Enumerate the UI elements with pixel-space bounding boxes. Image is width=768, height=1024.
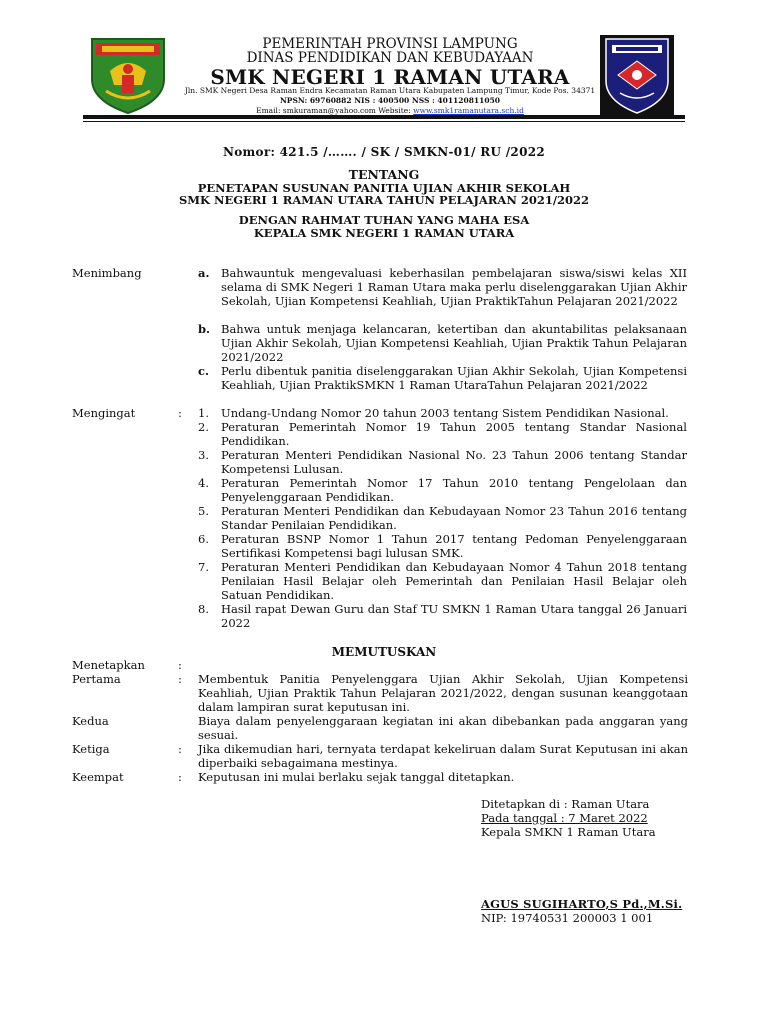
document-preamble-line2: KEPALA SMK NEGERI 1 RAMAN UTARA: [253, 226, 515, 240]
header-department: DINAS PENDIDIKAN DAN KEBUDAYAAN: [246, 50, 534, 66]
memutuskan-heading: MEMUTUSKAN: [331, 645, 437, 659]
keempat-colon: :: [178, 770, 182, 784]
document-heading: TENTANG: [348, 167, 420, 182]
menimbang-label: Menimbang: [72, 266, 142, 280]
menimbang-item-c: Perlu dibentuk panitia diselenggarakan Ujian Akhir Sekolah, Ujian Kompetensi Keahliah, Ujian PraktikSMKN 1 Raman UtaraTahun Pelajaran 2021/2022: [221, 364, 687, 393]
document-number: Nomor: 421.5 /……. / SK / SMKN-01/ RU /2022: [222, 145, 546, 159]
signature-date: Pada tanggal : 7 Maret 2022: [481, 811, 648, 825]
menimbang-mark-a: a.: [198, 266, 210, 280]
mengingat-num-5: 5.: [198, 504, 209, 518]
ketiga-text: Jika dikemudian hari, ternyata terdapat kekeliruan dalam Surat Keputusan ini akan diperbaiki sebagaimana mestinya.: [198, 742, 688, 771]
mengingat-num-6: 6.: [198, 532, 209, 546]
mengingat-num-4: 4.: [198, 476, 209, 490]
website-link[interactable]: www.smk1ramanutara.sch.id: [413, 106, 524, 115]
document-preamble-line1: DENGAN RAHMAT TUHAN YANG MAHA ESA: [238, 213, 530, 227]
mengingat-item-1: Undang-Undang Nomor 20 tahun 2003 tentang Sistem Pendidikan Nasional.: [221, 406, 669, 420]
menimbang-item-b: Bahwa untuk menjaga kelancaran, ketertiban dan akuntabilitas pelaksanaan Ujian Akhir Sekolah, Ujian Kompetensi Keahliah, Ujian Praktik Tahun Pelajaran 2021/2022: [221, 322, 687, 365]
mengingat-label: Mengingat: [72, 406, 136, 420]
mengingat-item-8: Hasil rapat Dewan Guru dan Staf TU SMKN 1 Raman Utara tanggal 26 Januari 2022: [221, 602, 687, 631]
header-address: Jln. SMK Negeri Desa Raman Endra Kecamatan Raman Utara Kabupaten Lampung Timur, Kode Pos. 34371: [184, 86, 596, 95]
ketiga-label: Ketiga: [72, 742, 110, 756]
pertama-text: Membentuk Panitia Penyelenggara Ujian Akhir Sekolah, Ujian Kompetensi Keahliah, Ujian Praktik Tahun Pelajaran 2021/2022, dengan susunan keanggotaan dalam lampiran surat keputusan ini.: [198, 672, 688, 715]
lampung-province-logo: [88, 35, 168, 115]
signatory-nip: NIP: 19740531 200003 1 001: [481, 911, 654, 925]
kedua-text: Biaya dalam penyelenggaraan kegiatan ini akan dibebankan pada anggaran yang sesuai.: [198, 714, 688, 743]
mengingat-num-7: 7.: [198, 560, 209, 574]
keempat-label: Keempat: [72, 770, 124, 784]
keempat-text: Keputusan ini mulai berlaku sejak tanggal ditetapkan.: [198, 770, 515, 784]
header-government: PEMERINTAH PROVINSI LAMPUNG: [262, 36, 518, 52]
mengingat-num-2: 2.: [198, 420, 209, 434]
mengingat-num-3: 3.: [198, 448, 209, 462]
mengingat-num-1: 1.: [198, 406, 209, 420]
mengingat-item-2: Peraturan Pemerintah Nomor 19 Tahun 2005 tentang Standar Nasional Pendidikan.: [221, 420, 687, 449]
pertama-label: Pertama: [72, 672, 121, 686]
kedua-label: Kedua: [72, 714, 109, 728]
document-title-line1: PENETAPAN SUSUNAN PANITIA UJIAN AKHIR SEKOLAH: [197, 181, 571, 195]
menimbang-item-a: Bahwauntuk mengevaluasi keberhasilan pembelajaran siswa/siswi kelas XII selama di SMK Negeri 1 Raman Utara maka perlu diselenggarakan Ujian Akhir Sekolah, Ujian Kompetensi Keahliah, Ujian PraktikTahun Pelajaran 2021/2022: [221, 266, 687, 309]
menimbang-mark-b: b.: [198, 322, 211, 336]
menimbang-mark-c: c.: [198, 364, 210, 378]
header-ids: NPSN: 69760882 NIS : 400500 NSS : 401120811050: [279, 96, 501, 105]
mengingat-num-8: 8.: [198, 602, 209, 616]
signature-position: Kepala SMKN 1 Raman Utara: [481, 825, 656, 839]
pertama-colon: :: [178, 672, 182, 686]
mengingat-item-5: Peraturan Menteri Pendidikan dan Kebudayaan Nomor 23 Tahun 2016 tentang Standar Penilaian Pendidikan.: [221, 504, 687, 533]
menetapkan-label: Menetapkan: [72, 658, 145, 672]
mengingat-item-7: Peraturan Menteri Pendidikan dan Kebudayaan Nomor 4 Tahun 2018 tentang Penilaian Hasil Belajar oleh Pemerintah dan Penilaian Hasil Belajar oleh Satuan Pendidikan.: [221, 560, 687, 603]
header-school-name: SMK NEGERI 1 RAMAN UTARA: [210, 65, 570, 89]
header-divider-thick: [83, 115, 685, 119]
mengingat-item-3: Peraturan Menteri Pendidikan Nasional No. 23 Tahun 2006 tentang Standar Kompetensi Lulusan.: [221, 448, 687, 477]
menetapkan-colon: :: [178, 658, 182, 672]
mengingat-colon: :: [178, 406, 182, 420]
ketiga-colon: :: [178, 742, 182, 756]
document-title-line2: SMK NEGERI 1 RAMAN UTARA TAHUN PELAJARAN 2021/2022: [178, 193, 590, 207]
header-email: Email: smkuraman@yahoo.com Website:: [256, 106, 414, 115]
mengingat-item-4: Peraturan Pemerintah Nomor 17 Tahun 2010 tentang Pengelolaan dan Penyelenggaraan Pendidikan.: [221, 476, 687, 505]
header-contact: [160, 106, 620, 115]
mengingat-item-6: Peraturan BSNP Nomor 1 Tahun 2017 tentang Pedoman Penyelenggaraan Sertifikasi Kompetensi bagi lulusan SMK.: [221, 532, 687, 561]
signatory-name: AGUS SUGIHARTO,S Pd.,M.Si.: [481, 897, 683, 911]
header-divider-thin: [83, 121, 685, 122]
signature-place: Ditetapkan di : Raman Utara: [481, 797, 650, 811]
